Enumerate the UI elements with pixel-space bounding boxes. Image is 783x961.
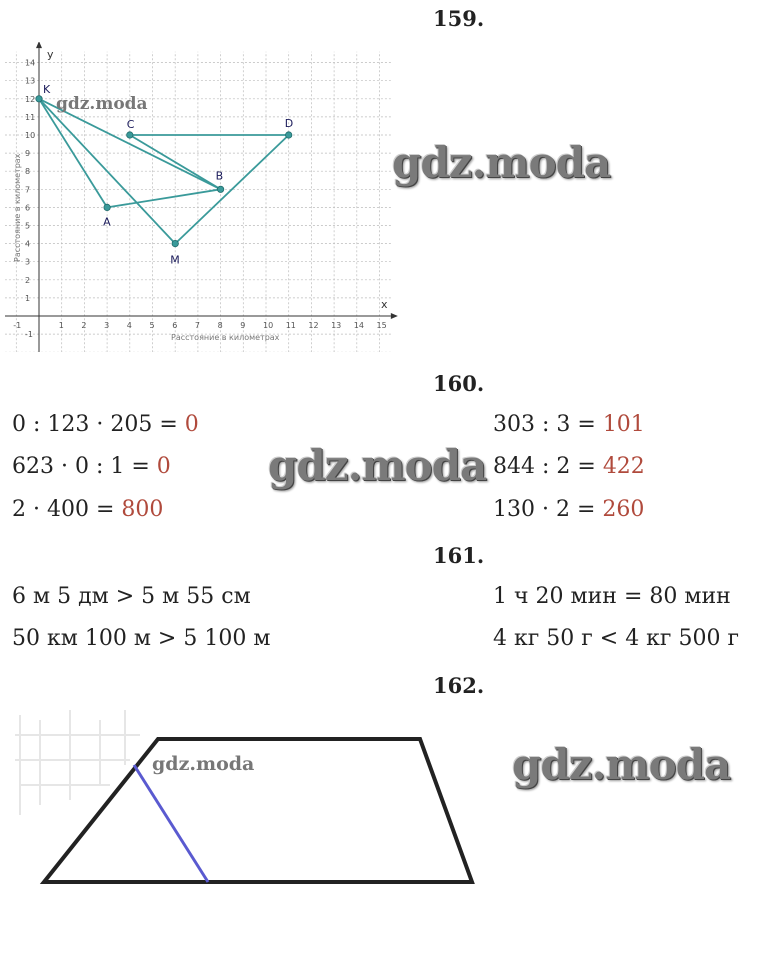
- y-axis-label: y: [47, 48, 54, 61]
- t160-left-1: 0 : 123 · 205 = 0: [12, 412, 199, 437]
- x-tick-label: 8: [217, 321, 223, 330]
- t160-right-1: 303 : 3 = 101: [493, 412, 645, 437]
- y-tick-label: 14: [25, 58, 36, 68]
- x-tick-label: 3: [104, 321, 110, 330]
- point-K: [36, 96, 42, 102]
- y-tick-label: -1: [25, 330, 33, 340]
- t161-right-1: 1 ч 20 мин = 80 мин: [493, 584, 731, 609]
- t160-right-2: 844 : 2 = 422: [493, 454, 645, 479]
- y-tick-label: 13: [25, 76, 36, 86]
- watermark-small-trapezoid: gdz.moda: [152, 753, 255, 775]
- point-label-D: D: [284, 117, 294, 130]
- task-160-number: 160.: [433, 371, 485, 396]
- x-tick-label: 13: [331, 321, 342, 330]
- y-tick-label: 1: [25, 293, 31, 303]
- y-tick-label: 3: [25, 257, 31, 267]
- point-D: [286, 132, 292, 138]
- x-tick-label: 14: [353, 321, 364, 330]
- trapezoid-figure: [10, 705, 500, 905]
- x-tick-label: 12: [308, 321, 319, 330]
- watermark-1: gdz.moda: [392, 138, 611, 187]
- task-161-number: 161.: [433, 543, 485, 568]
- y-tick-label: 7: [25, 185, 31, 195]
- point-A: [104, 204, 110, 210]
- segment-DM: [175, 135, 289, 244]
- graph-axes: [5, 42, 398, 352]
- t161-left-1: 6 м 5 дм > 5 м 55 см: [12, 584, 251, 609]
- coordinate-graph: [5, 42, 405, 352]
- x-tick-label: 15: [376, 321, 387, 330]
- x-tick-label: -1: [13, 321, 22, 330]
- point-label-K: K: [43, 82, 51, 96]
- watermark-small-graph: gdz.moda: [56, 94, 148, 114]
- y-tick-label: 8: [25, 167, 31, 177]
- y-axis-caption: Расстояние в километрах: [13, 153, 22, 262]
- x-tick-label: 6: [172, 321, 178, 330]
- dividing-segment: [134, 765, 208, 882]
- point-C: [127, 132, 133, 138]
- t161-right-2: 4 кг 50 г < 4 кг 500 г: [493, 626, 739, 651]
- t160-right-3: 130 · 2 = 260: [493, 497, 645, 522]
- x-tick-label: 10: [263, 321, 274, 330]
- segment-AB: [107, 189, 221, 207]
- x-axis-arrow: [391, 313, 398, 319]
- watermark-3: gdz.moda: [512, 740, 731, 789]
- t160-left-2: 623 · 0 : 1 = 0: [12, 454, 171, 479]
- point-label-B: B: [215, 169, 224, 183]
- x-tick-label: 11: [285, 321, 296, 330]
- task-162-number: 162.: [433, 673, 485, 698]
- point-B: [217, 186, 223, 192]
- x-tick-label: 5: [149, 321, 155, 330]
- t160-left-3: 2 · 400 = 800: [12, 497, 164, 522]
- y-axis-arrow: [36, 42, 42, 48]
- x-tick-label: 2: [81, 321, 87, 330]
- y-tick-label: 4: [25, 239, 31, 249]
- x-tick-label: 9: [240, 321, 246, 330]
- x-tick-label: 4: [126, 321, 132, 330]
- point-label-A: A: [103, 215, 111, 229]
- y-tick-label: 6: [25, 203, 31, 213]
- faint-grid: [15, 710, 140, 815]
- x-tick-label: 1: [58, 321, 64, 330]
- watermark-2: gdz.moda: [268, 441, 487, 490]
- y-tick-label: 2: [25, 275, 31, 285]
- x-tick-label: 7: [194, 321, 200, 330]
- y-tick-label: 12: [25, 94, 36, 104]
- y-tick-label: 5: [25, 221, 31, 231]
- point-label-M: M: [170, 253, 180, 267]
- graph-lines: [39, 99, 289, 244]
- point-M: [172, 240, 178, 246]
- task-159-number: 159.: [433, 6, 485, 31]
- point-label-C: C: [126, 118, 135, 131]
- y-tick-label: 10: [25, 131, 36, 140]
- t161-left-2: 50 км 100 м > 5 100 м: [12, 626, 271, 651]
- x-axis-label: x: [381, 298, 388, 311]
- x-axis-caption: Расстояние в километрах: [171, 333, 280, 342]
- y-tick-label: 11: [25, 112, 36, 122]
- y-tick-label: 9: [25, 149, 31, 159]
